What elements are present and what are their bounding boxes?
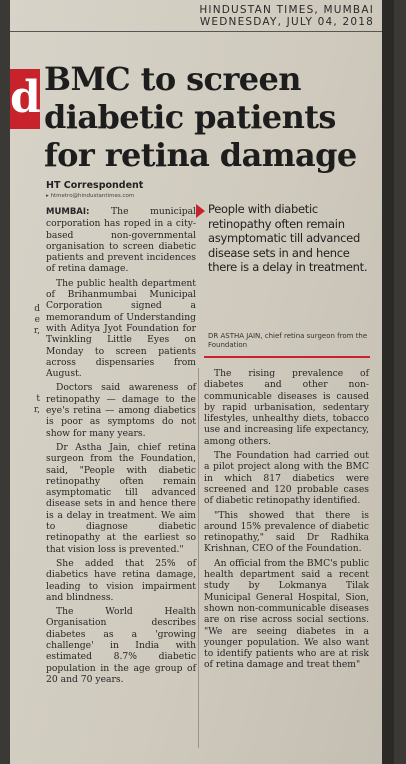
pull-quote-rule	[204, 356, 370, 358]
gutter-line	[10, 338, 40, 349]
issue-date: WEDNESDAY, JULY 04, 2018	[199, 16, 374, 28]
adjacent-article-red-block: d	[10, 69, 40, 129]
headline-line: diabetic patients	[44, 98, 336, 136]
masthead-dateline	[199, 4, 374, 28]
gutter-line: r,	[33, 326, 40, 337]
pull-quote-attribution: DR ASTHA JAIN, chief retina surgeon from the Foundation	[208, 332, 368, 349]
article-paragraph: "This showed that there is around 15% prevalence of diabetic retinopathy," said Dr Radhika Krishnan, CEO of the Foundation.	[204, 509, 369, 555]
quote-arrow-icon	[196, 204, 205, 218]
article-paragraph: She added that 25% of diabetics have retina damage, leading to vision impairment and blindness.	[46, 557, 196, 603]
article-column-right	[204, 368, 369, 674]
article-paragraph: Dr Astha Jain, chief retina surgeon from the Foundation, said, "People with diabetic retinopathy often remain asymptomatic till advanced disease sets in and hence there is a delay in treatment. We aim to diagnose diabetic retinopathy at the earliest so that vision loss is prevented."	[46, 441, 196, 555]
headline-line: for retina damage	[44, 136, 357, 174]
article-paragraph: The public health department of Brihanmumbai Municipal Corporation signed a memorandum of Understanding with Aditya Jyot Foundation for Twinkling Little Eyes on Monday to screen patients across dispensaries from August.	[46, 277, 196, 380]
gutter-line	[10, 349, 40, 360]
page-edge-shadow	[382, 0, 394, 764]
gutter-line: e	[34, 315, 40, 326]
article-paragraph: MUMBAI: The municipal corporation has roped in a city-based non-governmental organisation to screen diabetic patients and prevent incidences of retina damage.	[46, 206, 196, 275]
mail-icon: ▸	[46, 193, 51, 199]
gutter-line	[10, 360, 40, 371]
headline-line: BMC to screen	[44, 60, 301, 98]
adjacent-column-fragment	[10, 304, 40, 416]
article-paragraph: Doctors said awareness of retinopathy — damage to the eye's retina — among diabetics is poor as symptoms do not show for many years.	[46, 382, 196, 439]
article-paragraph: The Foundation had carried out a pilot project along with the BMC in which 817 diabetics were screened and 120 probable cases of diabetic retinopathy identified.	[204, 450, 369, 507]
gutter-line: r,	[33, 404, 40, 415]
gutter-line	[10, 382, 40, 393]
gutter-line	[10, 371, 40, 382]
article-column-left	[46, 206, 196, 688]
masthead-rule	[10, 31, 394, 32]
paper-name: HINDUSTAN TIMES, MUMBAI	[199, 4, 374, 16]
article-paragraph: An official from the BMC's public health department said a recent study by Lokmanya Tilak Municipal General Hospital, Sion, shown non-communicable diseases are on rise across social sections. "We are seeing diabetes in a younger population. We also want to identify patients who are at risk of retina damage and treat them"	[204, 557, 369, 671]
column-divider	[198, 368, 199, 748]
headline	[44, 60, 384, 174]
pull-quote-text: People with diabetic retinopathy often remain asymptomatic till advanced disease sets in and hence there is a delay in treatment.	[208, 202, 368, 274]
byline-email: ▸ htmetro@hindustantimes.com	[46, 193, 135, 199]
gutter-line: t	[36, 393, 40, 404]
gutter-line: d	[34, 304, 40, 314]
article-dateline: MUMBAI:	[46, 207, 90, 217]
byline-author: HT Correspondent	[46, 180, 144, 191]
article-paragraph: The World Health Organisation describes diabetes as a 'growing challenge' in India with estimated 8.7% diabetic population in the age group of 20 and 70 years.	[46, 606, 196, 685]
newspaper-page	[10, 0, 394, 764]
article-paragraph: The rising prevalence of diabetes and other non-communicable diseases is caused by rapid urbanisation, sedentary lifestyles, unhealthy diets, tobacco use and increasing life expectancy, among others.	[204, 368, 369, 447]
